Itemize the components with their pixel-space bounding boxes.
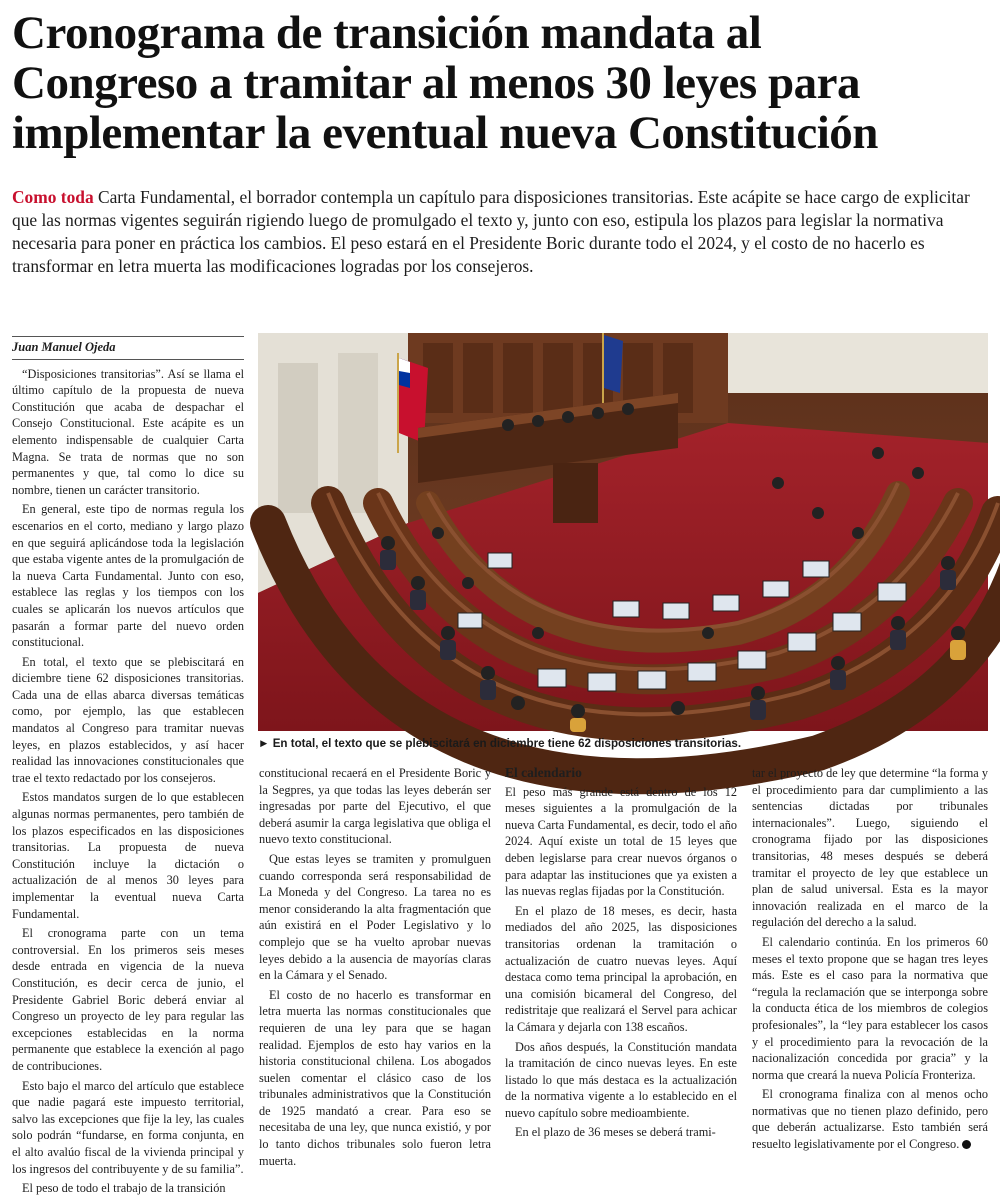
byline: Juan Manuel Ojeda <box>12 336 244 360</box>
article-paragraph <box>752 1086 988 1152</box>
article-paragraph: Dos años después, la Constitución mandata la tramitación de cinco nuevas leyes. En este listado lo que más destaca es la actualización de la normativa vigente a lo establecido en el nuevo capítulo sobre medioambiente. <box>505 1039 737 1120</box>
article-column-4 <box>752 765 988 1153</box>
article-paragraph: En el plazo de 36 meses se deberá trami- <box>515 1125 716 1140</box>
article-paragraph: El costo de no hacerlo es transformar en letra muerta las normas constitucionales que requieren de una ley para que se hagan realidad. Ejemplos de esto hay varios en la historia constitucional chilena. Los abogados suelen comentar el clásico caso de los tribunales administrativos que la Constitución de 1925 mandató a crear. Para eso se necesitaba de una ley, que nunca existió, y por lo tanto dichos tribunales solo fueron letra muerta. <box>259 987 491 1168</box>
section-subhead: El calendario <box>505 765 582 780</box>
headline-line-2: Congreso a tramitar al menos 30 leyes para <box>12 57 860 109</box>
article-paragraph: En general, este tipo de normas regula los escenarios en el corto, mediano y largo plazo en que seguirá aplicándose toda la legislación que estaba vigente antes de la promulgación de la nueva Carta Fundamental. Junto con eso, establece las reglas y los tiempos con los cuales se aplicarán los nuevos artículos que pasarán a formar parte del nuevo orden constitucional. <box>12 502 244 650</box>
photo-caption: ► En total, el texto que se plebiscitará en diciembre tiene 62 disposiciones transitorias. <box>258 737 742 750</box>
article-column-3 <box>505 765 737 1141</box>
article-paragraph: “Disposiciones transitorias”. Así se llama el último capítulo de la propuesta de nueva Constitución que acaba de despachar el Consejo Constitucional. Este acápite es un elemento indispensable de cualquier Carta Magna. Se trata de normas que no son permanentes y que, tal como lo dice su nombre, tienen un carácter transitorio. <box>12 366 244 497</box>
headline-line-3: implementar la eventual nueva Constitución <box>12 107 878 159</box>
article-paragraph: El cronograma parte con un tema controversial. En los primeros seis meses desde entrada en vigencia de la nueva Constitución, es decir cerca de junio, el Presidente Gabriel Boric deberá enviar al Congreso un proyecto de ley para regular las excepciones establecidas en la norma permanente que establece la exención al pago de contribuciones. <box>12 926 244 1073</box>
article-paragraph: constitucional recaerá en el Presidente Boric y la Segpres, ya que todas las leyes deberán ser ingresadas por parte del Ejecutivo, el que deberá asumir la carga legislativa que obliga el nuevo texto constitucional. <box>259 766 491 847</box>
end-of-article-icon <box>962 1140 971 1149</box>
article-paragraph: Esto bajo el marco del artículo que establece que nadie pagará este impuesto territorial, salvo las excepciones que fije la ley, las cuales solo podrán “fundarse, en forma conjunta, en el alto avalúo fiscal de la vivienda principal y los ingresos del contribuyente y de su familia”. <box>12 1078 244 1176</box>
article-paragraph: En total, el texto que se plebiscitará en diciembre tiene 62 disposiciones transitorias. Cada una de ellas abarca diversas temáticas como, por ejemplo, las que establecen mandatos al Congreso para tramitar nuevas leyes, en plazos establecidos, y así hacer realidad las innovaciones constitucionales que trae el texto redactado por los consejeros. <box>12 654 244 785</box>
article-paragraph: El peso de todo el trabajo de la transición <box>22 1181 226 1196</box>
lead-text: Carta Fundamental, el borrador contempla un capítulo para disposiciones transitorias. Este acápite se hace cargo de explicitar que las normas vigentes seguirán rigiendo luego de promulgado el texto y, junto con eso, estipula los plazos para legislar la normativa necesaria para poner en práctica los cambios. El peso estará en el Presidente Boric durante todo el 2024, y el costo de no hacerlo es transformar en letra muerta las modificaciones logradas por los consejeros. <box>12 187 970 276</box>
article-column-1 <box>12 336 244 1197</box>
article-paragraph: Que estas leyes se tramiten y promulguen cuando corresponda será responsabilidad de La Moneda y del Congreso. La tarea no es menor considerando la alta fragmentación que aún existirá en el Poder Legislativo y lo complejo que se ha vuelto aprobar nuevas leyes debido a la ausencia de mayorías claras en la Cámara y el Senado. <box>259 851 491 983</box>
article-paragraph: El peso más grande está dentro de los 12 meses siguientes a la promulgación de la nueva Carta Fundamental, es decir, todo el año 2024. Aquí existe un total de 15 leyes que deben legislarse para crear nuevos órganos o para adaptar las instituciones que ya existen a las nuevas reglas fijadas por la Constitución. <box>505 784 737 899</box>
article-paragraph-text: El cronograma finaliza con al menos ocho normativas que no tienen plazo definido, pero que deberán actualizarse. Esto también será resuelto legislativamente por el Congreso. <box>752 1087 988 1152</box>
article-paragraph: Estos mandatos surgen de lo que establecen algunas normas permanentes, pero también de los plazos especificados en las disposiciones transitorias. La propuesta de nueva Constitución incluye la dictación o actualización de al menos 30 leyes para implementar la eventual nueva Carta Fundamental. <box>12 790 244 921</box>
lead-kicker: Como toda <box>12 187 94 207</box>
article-column-2 <box>259 765 491 1169</box>
chamber-illustration <box>258 333 988 731</box>
headline <box>12 8 990 158</box>
chamber-photo <box>258 333 988 731</box>
article-paragraph: tar el proyecto de ley que determine “la forma y el procedimiento para dar cumplimiento a las sentencias dictadas por tribunales internacionales”. Luego, siguiendo el cronograma fijado por las disposiciones transitorias, 48 meses después se deberá tramitar el proyecto de ley que establece un plan de salud universal. Esta es la mayor innovación realizada en el marco de la regulación del derecho a la salud. <box>752 766 988 930</box>
headline-line-1: Cronograma de transición mandata al <box>12 7 762 59</box>
lead-paragraph <box>12 186 990 278</box>
article-paragraph: En el plazo de 18 meses, es decir, hasta mediados del año 2025, las disposiciones transitorias ordenan la tramitación o actualización de cuatro nuevas leyes. Aquí destaca como tema principal la aprobación, en una comisión bicameral del Congreso, del redistritaje que realizará el Servel para achicar la Cámara y dejarla con 138 escaños. <box>505 903 737 1034</box>
article-paragraph: El calendario continúa. En los primeros 60 meses el texto propone que se hagan tres leyes más. Este es el caso para la normativa que “regula la reclamación que se interponga sobre la conducta ética de los miembros de colegios profesionales”, la “ley para establecer los casos y el procedimiento para la revocación de la nacionalización concedida por gracia” y la norma que creará la nueva Policía Fronteriza. <box>752 934 988 1082</box>
